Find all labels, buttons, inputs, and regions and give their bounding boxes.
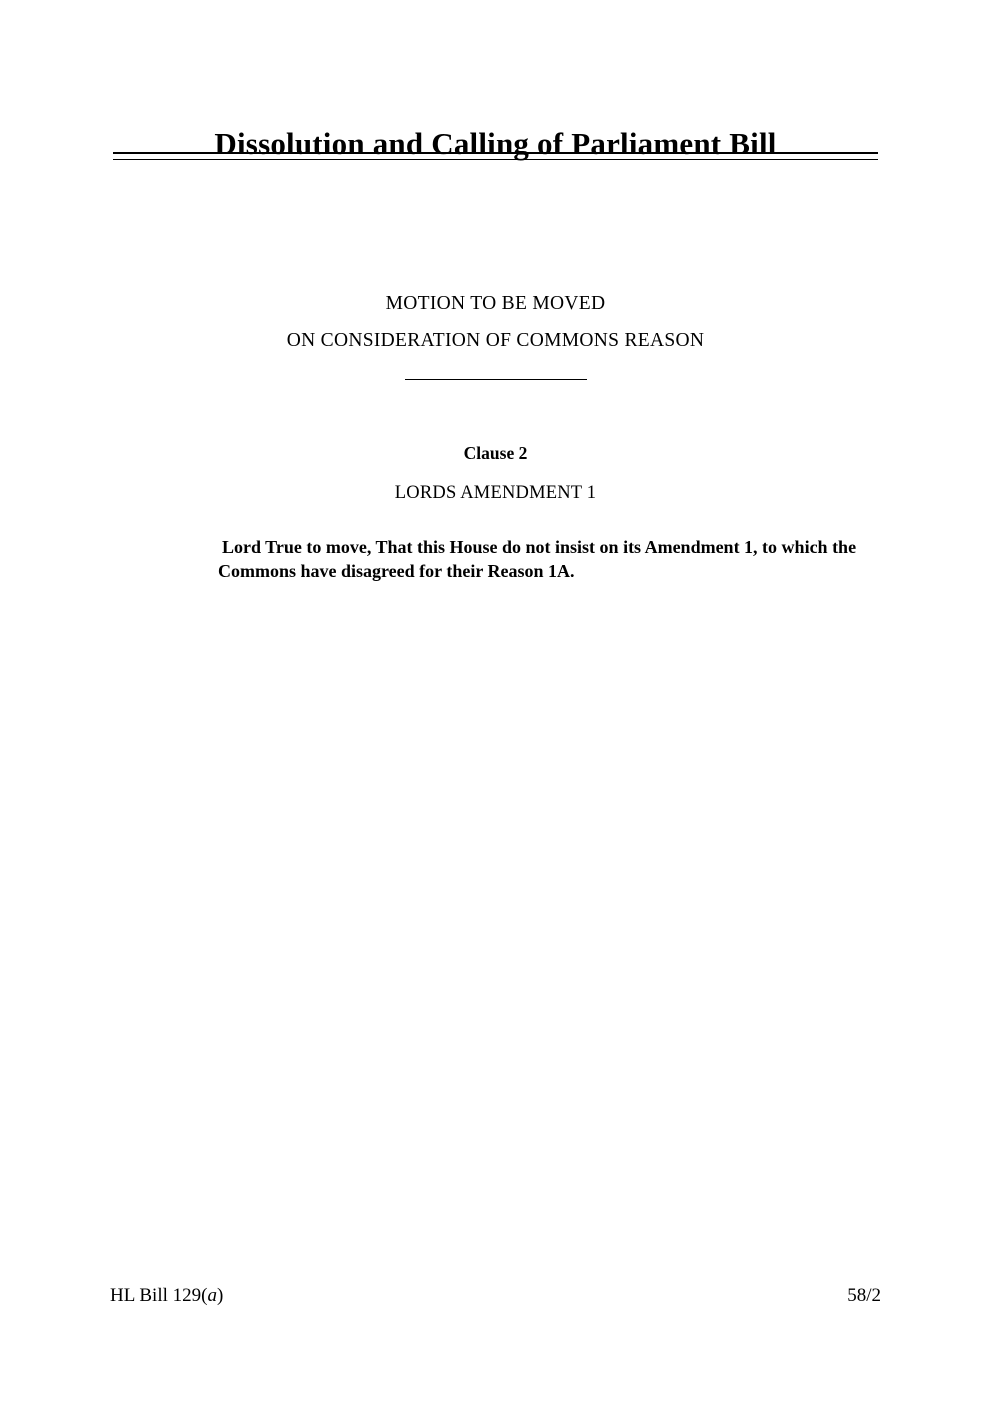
motion-heading-line-2: ON CONSIDERATION OF COMMONS REASON <box>286 330 705 351</box>
amendment-heading: LORDS AMENDMENT 1 <box>394 483 597 503</box>
footer-bill-number <box>110 1285 223 1307</box>
footer-session-number: 58/2 <box>847 1285 881 1306</box>
page-title: Dissolution and Calling of Parliament Bill <box>214 125 777 161</box>
title-rule-thin <box>113 159 878 160</box>
section-divider-rule <box>405 379 587 380</box>
motion-heading-line-1: MOTION TO BE MOVED <box>385 293 606 314</box>
footer-bill-number-suffix: a <box>207 1285 217 1306</box>
footer-bill-number-close: ) <box>216 1285 224 1306</box>
motion-body-text: Lord True to move, That this House do not insist on its Amendment 1, to which the Commons have disagreed for their Reason 1A. <box>218 537 857 581</box>
footer-bill-number-main: HL Bill 129( <box>110 1285 208 1306</box>
clause-heading: Clause 2 <box>463 443 528 463</box>
title-rule-thick <box>113 152 878 154</box>
